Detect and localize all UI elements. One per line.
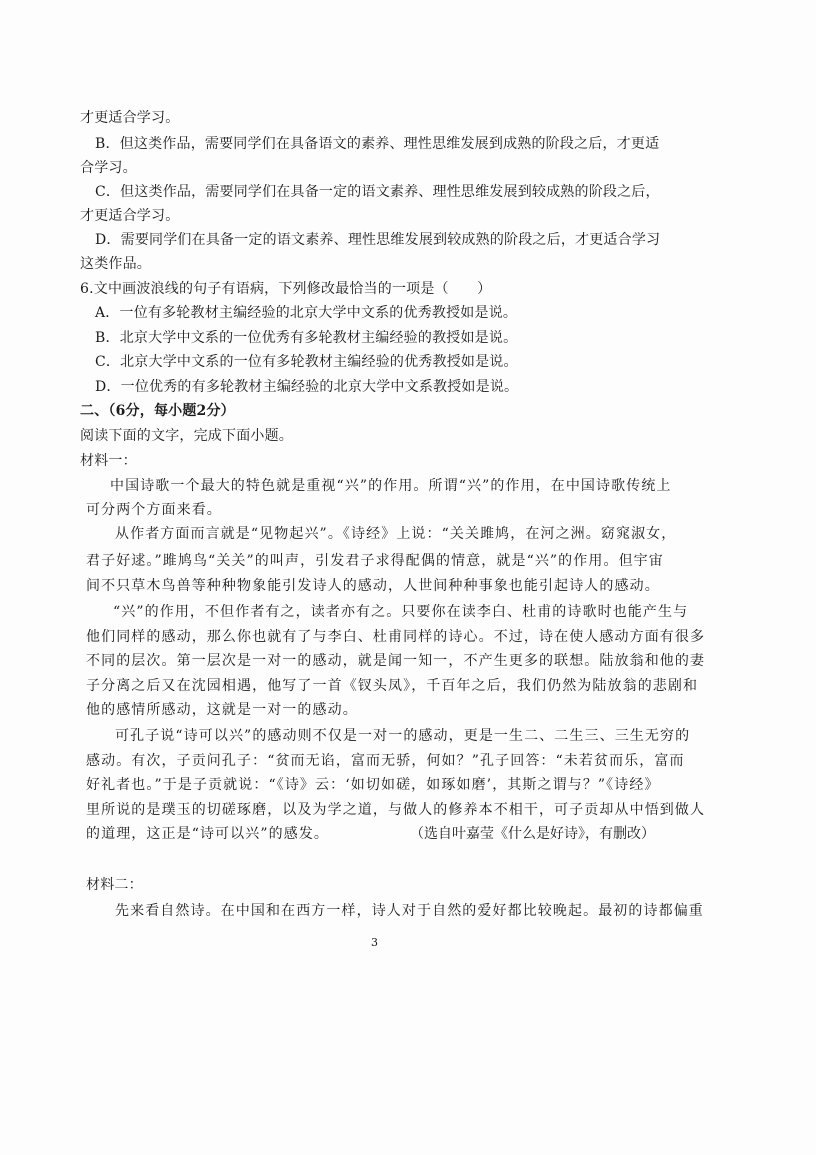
q6-option-a: A．一位有多轮教材主编经验的北京大学中文系的优秀教授如是说。 (95, 305, 518, 321)
material1-line: 里所说的是璞玉的切磋琢磨，以及为学之道，与做人的修养本不相干，可子贡却从中悟到做人 (86, 802, 706, 818)
material1-line: 好礼者也。”于是子贡就说：“《诗》云：‘如切如磋，如琢如磨’，其斯之谓与？”《诗经》 (86, 777, 660, 793)
q6-option-c: C．北京大学中文系的一位有多轮教材主编经验的优秀教授如是说。 (95, 354, 518, 370)
q6-stem: 6.文中画波浪线的句子有语病，下列修改最恰当的一项是（ ） (80, 281, 492, 297)
material1-label: 材料一： (80, 453, 137, 469)
material1-line: 感动。有次，子贡问孔子：“贫而无谄，富而无骄，何如？”孔子回答：“未若贫而乐，富而 (86, 753, 685, 769)
material1-line: 他的感情所感动，这就是一对一的感动。 (86, 702, 358, 718)
material1-line: 的道理，这正是“诗可以兴”的感发。 (86, 826, 330, 842)
q5-option-b-line2: 合学习。 (80, 160, 137, 176)
material1-source: （选自叶嘉莹《什么是好诗》，有删改） (410, 826, 655, 842)
material1-line: 他们同样的感动，那么你也就有了与李白、杜甫同样的诗心。不过，诗在使人感动方面有很多 (86, 629, 706, 645)
section2-heading: 二、（6分，每小题2分） (80, 403, 235, 419)
material2-line: 先来看自然诗。在中国和在西方一样，诗人对于自然的爱好都比较晚起。最初的诗都偏重 (115, 903, 704, 919)
material1-line: 可孔子说“诗可以兴”的感动则不仅是一对一的感动，更是一生二、二生三、三生无穷的 (115, 728, 691, 744)
q5-option-a-tail: 才更适合学习。 (80, 110, 180, 126)
q5-option-d-line1: D．需要同学们在具备一定的语文素养、理性思维发展到较成熟的阶段之后，才更适合学习 (95, 232, 661, 248)
q6-option-d: D．一位优秀的有多轮教材主编经验的北京大学中文系教授如是说。 (95, 379, 519, 395)
material1-line: 子分离之后又在沈园相遇，他写了一首《钗头凤》，千百年之后，我们仍然为陆放翁的悲剧和 (86, 678, 699, 694)
material1-line: 间不只草木鸟兽等种种物象能引发诗人的感动，人世间种种事象也能引起诗人的感动。 (86, 578, 660, 594)
material2-label: 材料二： (86, 877, 143, 893)
section2-instruction: 阅读下面的文字，完成下面小题。 (80, 428, 293, 444)
material1-line: “兴”的作用，不但作者有之，读者亦有之。只要你在读李白、杜甫的诗歌时也能产生与 (113, 604, 689, 620)
q5-option-c-line1: C．但这类作品，需要同学们在具备一定的语文素养、理性思维发展到较成熟的阶段之后， (95, 184, 660, 200)
material1-line: 中国诗歌一个最大的特色就是重视“兴”的作用。所谓“兴”的作用，在中国诗歌传统上 (110, 478, 672, 494)
q6-option-b: B．北京大学中文系的一位优秀有多轮教材主编经验的教授如是说。 (95, 330, 518, 346)
material1-line: 从作者方面而言就是“见物起兴”。《诗经》上说：“关关雎鸠，在河之洲。窈窕淑女， (115, 526, 677, 542)
material1-line: 不同的层次。第一层次是一对一的感动，就是闻一知一，不产生更多的联想。陆放翁和他的妻 (86, 653, 706, 669)
page-number: 3 (371, 936, 378, 949)
q5-option-d-line2: 这类作品。 (80, 256, 151, 272)
material1-line: 君子好逑。”雎鸠鸟“关关”的叫声，引发君子求得配偶的情意，就是“兴”的作用。但宇宙 (86, 553, 664, 569)
material1-line: 可分两个方面来看。 (86, 502, 222, 518)
q5-option-c-line2: 才更适合学习。 (80, 208, 180, 224)
q5-option-b-line1: B．但这类作品，需要同学们在具备语文的素养、理性思维发展到成熟的阶段之后，才更适 (95, 136, 660, 152)
